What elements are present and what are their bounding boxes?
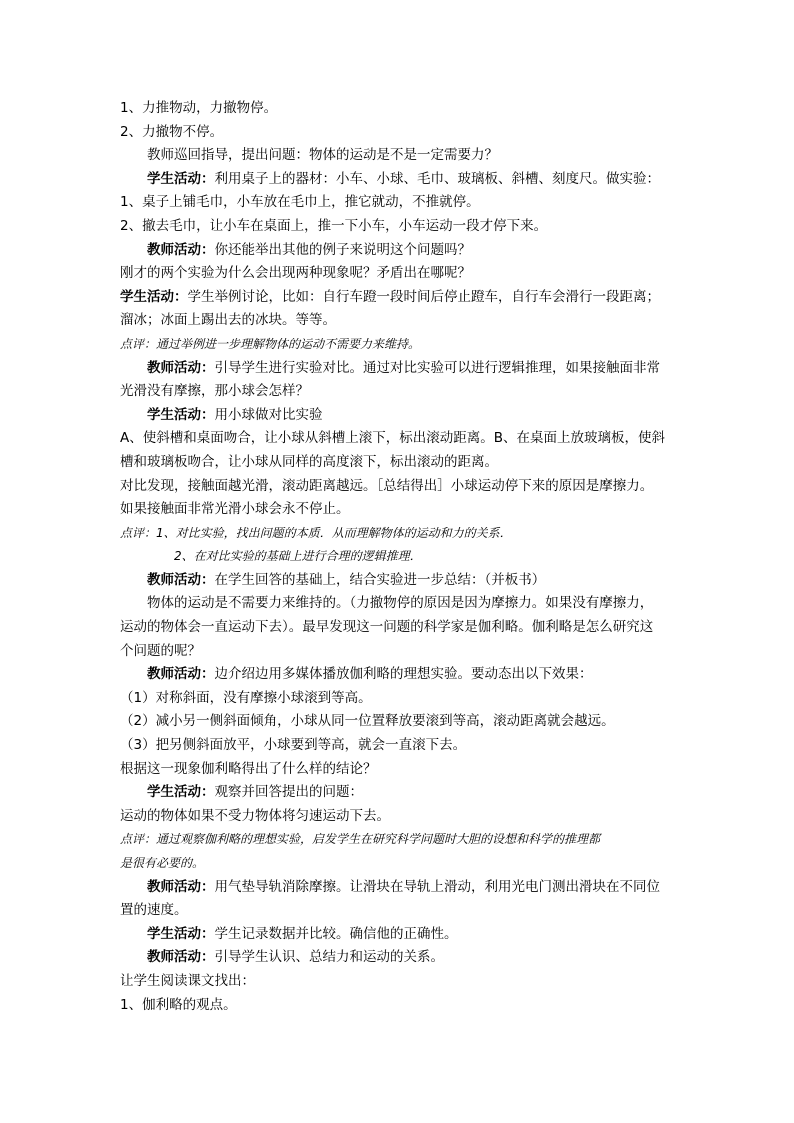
text-line: 教师活动：引导学生认识、总结力和运动的关系。	[147, 949, 444, 966]
text-line: 教师活动：在学生回答的基础上，结合实验进一步总结：（并板书）	[147, 571, 546, 588]
text-line: （2）减小另一侧斜面倾角，小球从同一位置释放要滚到等高，滚动距离就会越远。	[120, 713, 615, 730]
text-line: 刚才的两个实验为什么会出现两种现象呢？矛盾出在哪呢？	[120, 265, 471, 282]
text-line: 如果接触面非常光滑小球会永不停止。	[120, 501, 350, 518]
text-line: 教师活动：边介绍边用多媒体播放伽利略的理想实验。要动态出以下效果：	[147, 666, 593, 683]
text-line: 学生活动：利用桌子上的器材：小车、小球、毛巾、玻璃板、斜槽、刻度尺。做实验：	[147, 170, 660, 187]
text-line: 运动的物体如果不受力物体将匀速运动下去。	[120, 807, 390, 824]
text-line: 教师活动：引导学生进行实验对比。通过对比实验可以进行逻辑推理，如果接触面非常	[147, 359, 660, 376]
text-line: 置的速度。	[120, 902, 188, 919]
document-page	[120, 97, 680, 1017]
activity-label: 教师活动：	[147, 359, 215, 376]
text-line: 2、撤去毛巾，让小车在桌面上，推一下小车，小车运动一段才停下来。	[120, 217, 548, 234]
comment-line: 点评：通过观察伽利略的理想实验，启发学生在研究科学问题时大胆的设想和科学的推理都	[120, 832, 601, 847]
text-line: 槽和玻璃板吻合，让小球从同样的高度滚下，标出滚动的距离。	[120, 453, 498, 470]
text-line: （3）把另侧斜面放平，小球要到等高，就会一直滚下去。	[120, 737, 467, 754]
text-line: 让学生阅读课文找出：	[120, 972, 255, 989]
text-line: 个问题的呢？	[120, 642, 201, 659]
text-line: 学生活动：用小球做对比实验	[147, 406, 323, 423]
activity-label: 学生活动：	[120, 288, 188, 305]
activity-label: 学生活动：	[147, 406, 215, 423]
text-line: 教师巡回指导，提出问题：物体的运动是不是一定需要力？	[147, 147, 498, 164]
activity-label: 教师活动：	[147, 571, 215, 588]
text-line: 根据这一现象伽利略得出了什么样的结论？	[120, 760, 377, 777]
activity-label: 教师活动：	[147, 241, 215, 258]
comment-line: 点评：通过举例进一步理解物体的运动不需要力来维持。	[120, 336, 421, 351]
text-line: 1、伽利略的观点。	[120, 996, 237, 1013]
text-line: A、使斜槽和桌面吻合，让小球从斜槽上滚下，标出滚动距离。B、在桌面上放玻璃板，使斜	[120, 430, 665, 447]
text-line: 教师活动：你还能举出其他的例子来说明这个问题吗？	[147, 241, 471, 258]
text-line: 2、力撤物不停。	[120, 123, 224, 140]
activity-label: 学生活动：	[147, 784, 215, 801]
text-line: 光滑没有摩擦，那小球会怎样？	[120, 383, 309, 400]
text-line: 学生活动：学生举例讨论，比如：自行车蹬一段时间后停止蹬车，自行车会滑行一段距离；	[120, 288, 660, 305]
text-line: 学生活动：学生记录数据并比较。确信他的正确性。	[147, 925, 458, 942]
activity-label: 学生活动：	[147, 925, 215, 942]
text-line: （1）对称斜面，没有摩擦小球滚到等高。	[120, 689, 372, 706]
text-line: 运动的物体会一直运动下去）。最早发现这一问题的科学家是伽利略。伽利略是怎么研究这	[120, 619, 654, 636]
activity-label: 教师活动：	[147, 666, 215, 683]
text-line: 物体的运动是不需要力来维持的。（力撤物停的原因是因为摩擦力。如果没有摩擦力，	[147, 595, 654, 612]
text-line: 学生活动：观察并回答提出的问题：	[147, 784, 363, 801]
text-line: 溜冰；冰面上踢出去的冰块。等等。	[120, 312, 336, 329]
text-line: 1、桌子上铺毛巾，小车放在毛巾上，推它就动，不推就停。	[120, 194, 480, 211]
text-line: 1、力推物动，力撤物停。	[120, 100, 278, 116]
activity-label: 教师活动：	[147, 949, 215, 966]
activity-label: 教师活动：	[147, 878, 215, 895]
text-line: 教师活动：用气垫导轨消除摩擦。让滑块在导轨上滑动，利用光电门测出滑块在不同位	[147, 878, 660, 895]
comment-line: 点评：1、对比实验，找出问题的本质．从而理解物体的运动和力的关系．	[120, 525, 512, 540]
comment-line: 2、在对比实验的基础上进行合理的逻辑推理．	[174, 549, 422, 564]
text-line: 对比发现，接触面越光滑，滚动距离越远。［总结得出］小球运动停下来的原因是摩擦力。	[120, 477, 654, 494]
activity-label: 学生活动：	[147, 170, 215, 187]
comment-line: 是很有必要的。	[120, 856, 205, 870]
